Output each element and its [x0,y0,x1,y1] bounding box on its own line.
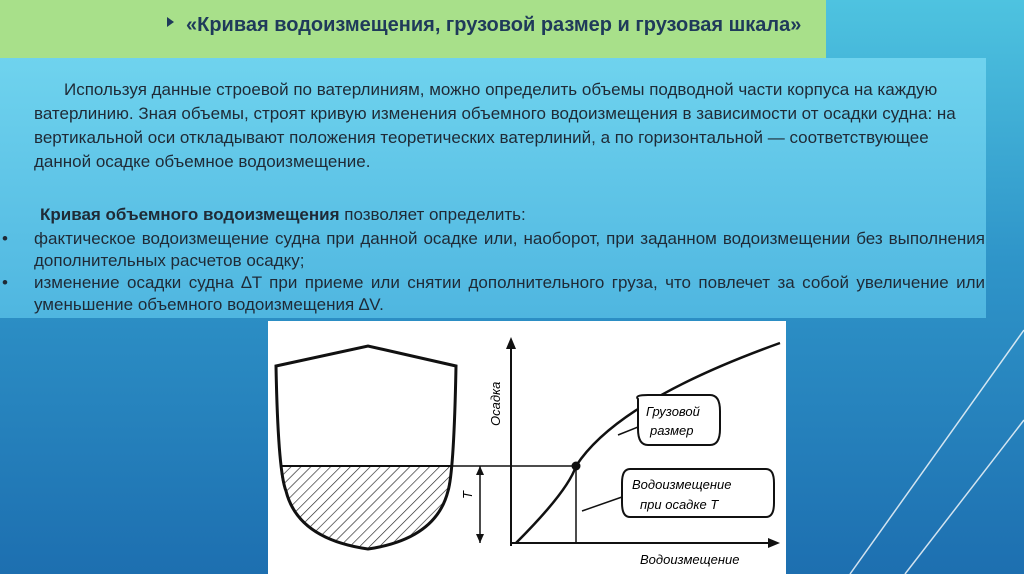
list-item [0,272,985,316]
draft-arrow-bottom [476,534,484,543]
callout-1-leader [618,427,638,435]
intro-paragraph-text: Используя данные строевой по ватерлиниям, можно определить объемы подводной части корпуса на каждую ватерлинию. Зная объемы, строят кривую изменения объемного водоизмещения в зависимости от осадки судна: на вертикальной оси откладывают положения теоретических ватерлиний, а по горизонтальной — соответствующее данной осадке объемное водоизмещение. [34,80,956,171]
title-bullet-icon [167,17,174,27]
displacement-diagram [268,321,786,574]
x-axis-label: Водоизмещение [640,552,740,567]
diagram-svg [268,321,786,574]
lead-bold: Кривая объемного водоизмещения [40,205,340,224]
callout-2-leader [582,497,622,511]
draft-label: T [460,491,475,499]
bullet-text: фактическое водоизмещение судна при данной осадке или, наоборот, при заданном водоизмещении без выполнения дополнительных расчетов осадку; [34,229,985,270]
x-axis-arrow [768,538,780,548]
y-axis-label: Осадка [488,381,503,426]
callout-2-line-2: при осадке T [640,497,719,512]
lead-rest: позволяет определить: [339,205,526,224]
lead-line [40,205,526,225]
content-panel [0,58,986,318]
bullet-dot-icon: • [2,273,8,292]
bullet-dot-icon: • [2,229,8,248]
title-bar [0,0,826,58]
intro-paragraph [34,78,974,174]
draft-arrow-top [476,466,484,475]
slide-title: «Кривая водоизмещения, грузовой размер и грузовая шкала» [186,14,802,36]
callout-2-line-1: Водоизмещение [632,477,732,492]
hull-submerged-area [281,466,452,549]
bullet-list [0,228,985,316]
y-axis-arrow [506,337,516,349]
list-item [0,228,985,272]
bullet-text: изменение осадки судна ∆T при приеме или снятии дополнительного груза, что повлечет за собой увеличение или уменьшение объемного водоизмещения ∆V. [34,273,985,314]
callout-1-line-1: Грузовой [646,404,700,419]
callout-1-line-2: размер [650,423,694,438]
